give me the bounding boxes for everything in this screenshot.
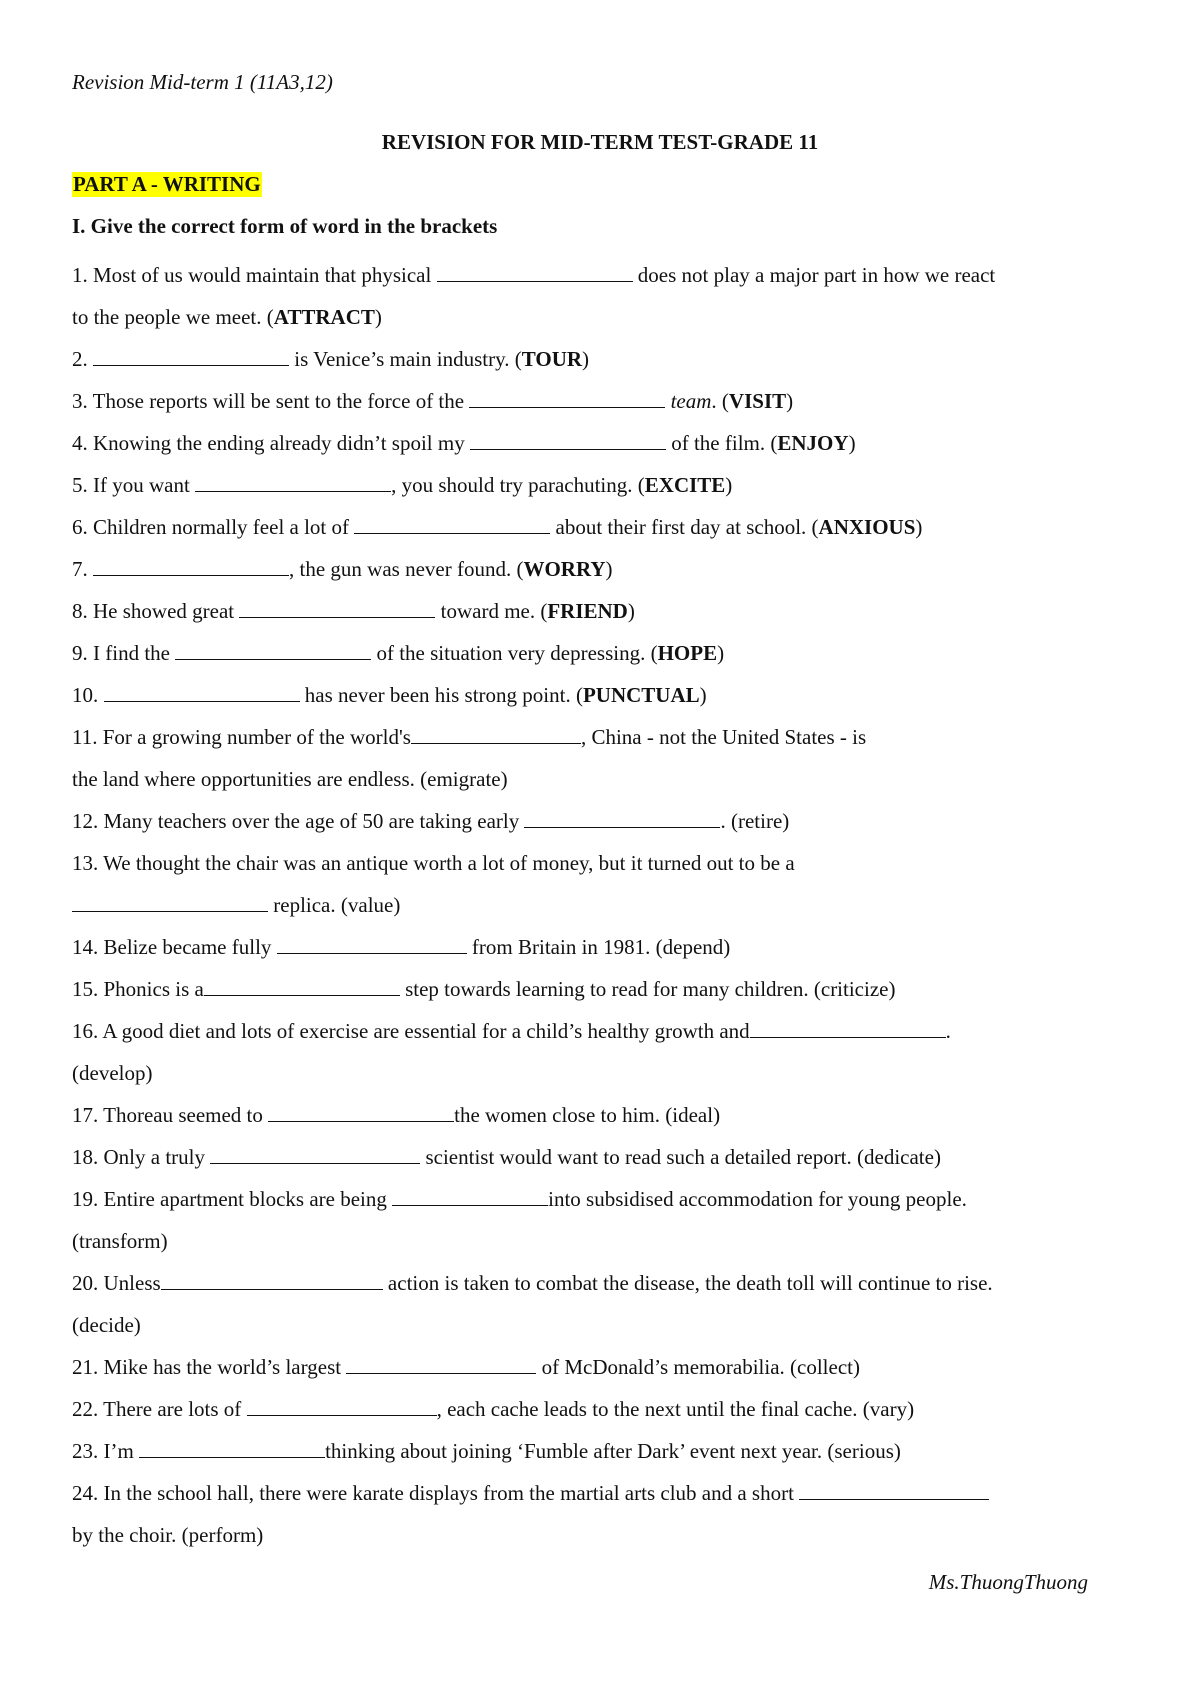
question-text: )	[605, 557, 613, 581]
question-4	[72, 422, 1142, 464]
question-5	[72, 464, 1142, 506]
question-text: 11. For a growing number of the world's	[72, 725, 411, 749]
question-text: is Venice’s main industry. (	[289, 347, 522, 371]
question-text: , China - not the United States - is	[580, 725, 867, 749]
question-text-italic: team	[670, 389, 712, 413]
answer-blank[interactable]	[195, 467, 391, 492]
question-23	[72, 1430, 1142, 1472]
answer-blank[interactable]	[72, 887, 268, 912]
question-text: 21. Mike has the world’s largest	[72, 1355, 347, 1379]
page-title: REVISION FOR MID-TERM TEST-GRADE 11	[381, 130, 819, 154]
answer-blank[interactable]	[139, 1433, 325, 1458]
exercise-list	[72, 254, 1142, 1556]
question-text: from Britain in 1981. (depend)	[466, 935, 731, 959]
question-16	[72, 1010, 1142, 1052]
question-19	[72, 1178, 1142, 1220]
keyword: WORRY	[523, 557, 606, 581]
keyword: HOPE	[657, 641, 718, 665]
answer-blank[interactable]	[799, 1475, 989, 1500]
question-text: 2.	[72, 347, 93, 371]
question-text: 1. Most of us would maintain that physical	[72, 263, 437, 287]
question-14	[72, 926, 1142, 968]
question-text: (transform)	[72, 1229, 168, 1253]
question-text: toward me. (	[435, 599, 548, 623]
question-text: )	[725, 473, 733, 497]
question-24-continued	[72, 1514, 1142, 1556]
question-text: , you should try parachuting. (	[391, 473, 645, 497]
answer-blank[interactable]	[175, 635, 371, 660]
question-text: 20. Unless	[72, 1271, 161, 1295]
question-text: 4. Knowing the ending already didn’t spoil my	[72, 431, 470, 455]
question-text: 5. If you want	[72, 473, 196, 497]
question-text: of the situation very depressing. (	[371, 641, 658, 665]
answer-blank[interactable]	[392, 1181, 548, 1206]
keyword: FRIEND	[547, 599, 628, 623]
question-10	[72, 674, 1142, 716]
question-text: about their first day at school. (	[550, 515, 819, 539]
question-text: 7.	[72, 557, 93, 581]
answer-blank[interactable]	[469, 383, 665, 408]
header-note: Revision Mid-term 1 (11A3,12)	[72, 70, 333, 94]
question-text: 6. Children normally feel a lot of	[72, 515, 355, 539]
question-text: 14. Belize became fully	[72, 935, 277, 959]
question-text: )	[717, 641, 725, 665]
question-text: thinking about joining ‘Fumble after Dark’ event next year. (serious)	[325, 1439, 901, 1463]
question-text: 18. Only a truly	[72, 1145, 211, 1169]
question-text: has never been his strong point. (	[299, 683, 583, 707]
question-text: 12. Many teachers over the age of 50 are taking early	[72, 809, 525, 833]
answer-blank[interactable]	[104, 677, 300, 702]
keyword: ANXIOUS	[818, 515, 916, 539]
question-2	[72, 338, 1142, 380]
question-text: does not play a major part in how we react	[632, 263, 996, 287]
answer-blank[interactable]	[750, 1013, 946, 1038]
question-text: )	[848, 431, 856, 455]
keyword: PUNCTUAL	[582, 683, 700, 707]
answer-blank[interactable]	[247, 1391, 437, 1416]
question-11-continued	[72, 758, 1142, 800]
question-text: )	[915, 515, 923, 539]
question-15	[72, 968, 1142, 1010]
answer-blank[interactable]	[161, 1265, 383, 1290]
answer-blank[interactable]	[437, 257, 633, 282]
question-text: 16. A good diet and lots of exercise are essential for a child’s healthy growth and	[72, 1019, 750, 1043]
keyword: EXCITE	[644, 473, 726, 497]
question-text: 3. Those reports will be sent to the force of the	[72, 389, 470, 413]
question-20	[72, 1262, 1142, 1304]
question-text: )	[786, 389, 794, 413]
answer-blank[interactable]	[93, 551, 289, 576]
question-22	[72, 1388, 1142, 1430]
answer-blank[interactable]	[210, 1139, 420, 1164]
question-text: (decide)	[72, 1313, 141, 1337]
question-text: , each cache leads to the next until the final cache. (vary)	[436, 1397, 915, 1421]
question-text: into subsidised accommodation for young people.	[548, 1187, 967, 1211]
answer-blank[interactable]	[346, 1349, 536, 1374]
question-6	[72, 506, 1142, 548]
question-text: (develop)	[72, 1061, 153, 1085]
question-3	[72, 380, 1142, 422]
keyword: TOUR	[521, 347, 583, 371]
question-text: 23. I’m	[72, 1439, 140, 1463]
question-7	[72, 548, 1142, 590]
answer-blank[interactable]	[354, 509, 550, 534]
question-20-continued	[72, 1304, 1142, 1346]
question-text: 10.	[72, 683, 104, 707]
question-text: by the choir. (perform)	[72, 1523, 264, 1547]
answer-blank[interactable]	[524, 803, 720, 828]
question-24	[72, 1472, 1142, 1514]
question-text: the land where opportunities are endless. (emigrate)	[72, 767, 508, 791]
answer-blank[interactable]	[470, 425, 666, 450]
question-19-continued	[72, 1220, 1142, 1262]
question-13	[72, 842, 1142, 884]
question-text: action is taken to combat the disease, the death toll will continue to rise.	[382, 1271, 993, 1295]
question-13-continued	[72, 884, 1142, 926]
keyword: ATTRACT	[273, 305, 375, 329]
question-text: 22. There are lots of	[72, 1397, 247, 1421]
answer-blank[interactable]	[204, 971, 400, 996]
question-21	[72, 1346, 1142, 1388]
answer-blank[interactable]	[411, 719, 581, 744]
keyword: ENJOY	[777, 431, 849, 455]
question-1	[72, 254, 1142, 296]
question-16-continued	[72, 1052, 1142, 1094]
question-8	[72, 590, 1142, 632]
keyword: VISIT	[728, 389, 787, 413]
question-text: 8. He showed great	[72, 599, 240, 623]
question-text: step towards learning to read for many children. (criticize)	[399, 977, 896, 1001]
question-11	[72, 716, 1142, 758]
question-18	[72, 1136, 1142, 1178]
question-text: of the film. (	[665, 431, 778, 455]
question-text: 17. Thoreau seemed to	[72, 1103, 269, 1127]
answer-blank[interactable]	[277, 929, 467, 954]
question-17	[72, 1094, 1142, 1136]
question-text: 13. We thought the chair was an antique worth a lot of money, but it turned out to be a	[72, 851, 795, 875]
question-text: to the people we meet. (	[72, 305, 274, 329]
author-signature: Ms.ThuongThuong	[928, 1570, 1088, 1594]
part-heading: PART A - WRITING	[73, 172, 261, 196]
question-text: )	[582, 347, 590, 371]
question-text: )	[699, 683, 707, 707]
question-text: )	[374, 305, 382, 329]
question-text: , the gun was never found. (	[289, 557, 524, 581]
section-heading: I. Give the correct form of word in the brackets	[72, 214, 498, 238]
question-text: . (	[711, 389, 729, 413]
answer-blank[interactable]	[268, 1097, 454, 1122]
question-text: 19. Entire apartment blocks are being	[72, 1187, 393, 1211]
answer-blank[interactable]	[239, 593, 435, 618]
question-text: the women close to him. (ideal)	[454, 1103, 721, 1127]
question-1-continued	[72, 296, 1142, 338]
question-text: .	[945, 1019, 951, 1043]
question-text: 9. I find the	[72, 641, 176, 665]
answer-blank[interactable]	[93, 341, 289, 366]
question-text: . (retire)	[720, 809, 790, 833]
question-text: 15. Phonics is a	[72, 977, 204, 1001]
question-12	[72, 800, 1142, 842]
question-text: 24. In the school hall, there were karate displays from the martial arts club and a short	[72, 1481, 800, 1505]
question-9	[72, 632, 1142, 674]
question-text: scientist would want to read such a detailed report. (dedicate)	[420, 1145, 941, 1169]
question-text: replica. (value)	[268, 893, 401, 917]
question-text: )	[627, 599, 635, 623]
question-text: of McDonald’s memorabilia. (collect)	[536, 1355, 860, 1379]
